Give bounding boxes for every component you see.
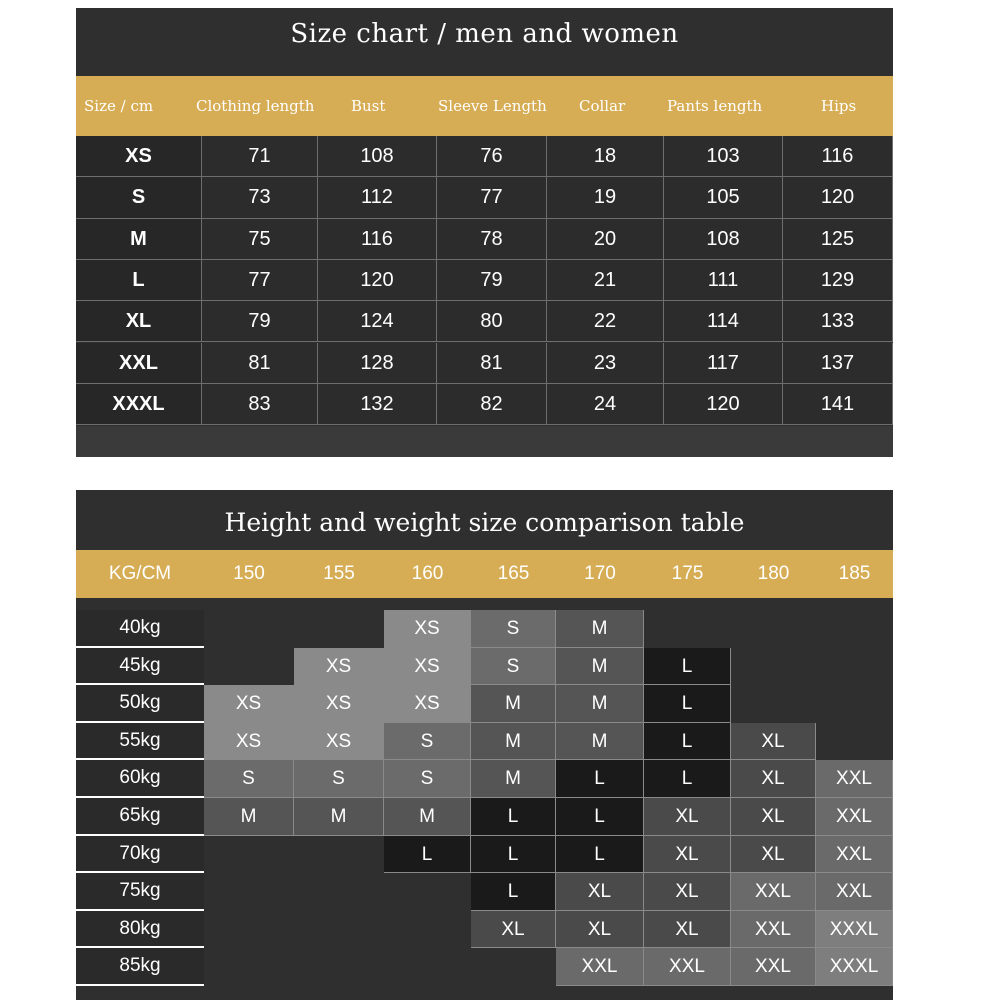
size-cell: M	[384, 798, 471, 836]
weight-label-45kg: 45kg	[76, 648, 204, 686]
size-label-cell: L	[76, 260, 202, 301]
size-cell: XS	[204, 723, 294, 761]
size-chart-header-2: Bust	[351, 97, 386, 115]
size-cell: M	[556, 723, 644, 761]
size-value-cell: 108	[664, 219, 783, 260]
size-value-cell: 128	[318, 343, 437, 384]
size-value-cell: 73	[202, 177, 318, 218]
size-chart-header-3: Sleeve Length	[438, 97, 547, 115]
weight-label-50kg: 50kg	[76, 685, 204, 723]
size-value-cell: 75	[202, 219, 318, 260]
size-value-cell: 111	[664, 260, 783, 301]
size-value-cell: 120	[318, 260, 437, 301]
height-header-155: 155	[323, 563, 355, 584]
comparison-title: Height and weight size comparison table	[224, 508, 745, 537]
size-value-cell: 124	[318, 301, 437, 342]
size-value-cell: 137	[783, 343, 893, 384]
size-value-cell: 19	[547, 177, 664, 218]
size-cell: L	[644, 723, 731, 761]
size-cell: XS	[384, 648, 471, 686]
size-cell: M	[294, 798, 384, 836]
size-label-cell: M	[76, 219, 202, 260]
size-chart-table	[76, 136, 893, 426]
size-cell: XXXL	[816, 948, 893, 986]
size-value-cell: 20	[547, 219, 664, 260]
size-cell: XS	[294, 685, 384, 723]
size-cell: XL	[731, 723, 816, 761]
size-value-cell: 78	[437, 219, 547, 260]
size-chart-panel	[76, 8, 893, 457]
size-cell: XL	[556, 911, 644, 949]
weight-label-60kg: 60kg	[76, 760, 204, 798]
size-chart-header-row	[76, 76, 893, 136]
size-value-cell: 114	[664, 301, 783, 342]
size-cell: XS	[384, 685, 471, 723]
size-cell: S	[471, 610, 556, 648]
size-cell: XS	[204, 685, 294, 723]
size-cell: L	[471, 798, 556, 836]
size-cell: XL	[644, 873, 731, 911]
weight-label-80kg: 80kg	[76, 911, 204, 949]
height-header-165: 165	[497, 563, 530, 584]
size-value-cell: 21	[547, 260, 664, 301]
weight-label-70kg: 70kg	[76, 836, 204, 874]
height-header-180: 180	[757, 563, 790, 584]
size-cell: M	[556, 610, 644, 648]
weight-label-75kg: 75kg	[76, 873, 204, 911]
size-cell: L	[556, 798, 644, 836]
size-value-cell: 116	[318, 219, 437, 260]
size-cell: M	[204, 798, 294, 836]
size-cell: XL	[731, 836, 816, 874]
size-cell: XS	[384, 610, 471, 648]
height-header-170: 170	[584, 563, 616, 584]
weight-label-55kg: 55kg	[76, 723, 204, 761]
comparison-panel	[76, 490, 893, 1000]
size-value-cell: 112	[318, 177, 437, 218]
size-value-cell: 105	[664, 177, 783, 218]
size-value-cell: 82	[437, 384, 547, 425]
size-cell: XXL	[556, 948, 644, 986]
size-cell: XS	[294, 723, 384, 761]
size-cell: XXL	[816, 798, 893, 836]
size-cell: XL	[644, 836, 731, 874]
size-cell: S	[384, 760, 471, 798]
size-cell: XL	[731, 760, 816, 798]
weight-label-40kg: 40kg	[76, 610, 204, 648]
weight-label-85kg: 85kg	[76, 948, 204, 986]
size-cell: XL	[644, 798, 731, 836]
height-header-160: 160	[411, 563, 444, 584]
size-cell: L	[384, 836, 471, 874]
size-cell: M	[556, 685, 644, 723]
size-value-cell: 22	[547, 301, 664, 342]
size-value-cell: 81	[202, 343, 318, 384]
size-value-cell: 141	[783, 384, 893, 425]
size-value-cell: 117	[664, 343, 783, 384]
size-value-cell: 71	[202, 136, 318, 177]
weight-label-65kg: 65kg	[76, 798, 204, 836]
size-value-cell: 83	[202, 384, 318, 425]
size-chart-header-5: Pants length	[667, 97, 763, 115]
size-cell: L	[644, 685, 731, 723]
size-label-cell: XL	[76, 301, 202, 342]
size-value-cell: 120	[664, 384, 783, 425]
size-cell: S	[384, 723, 471, 761]
size-cell: L	[556, 760, 644, 798]
size-cell: XXL	[816, 873, 893, 911]
size-chart-header-6: Hips	[821, 97, 857, 115]
size-cell: XXL	[731, 948, 816, 986]
size-value-cell: 81	[437, 343, 547, 384]
size-value-cell: 103	[664, 136, 783, 177]
size-cell: S	[204, 760, 294, 798]
size-label-cell: XS	[76, 136, 202, 177]
height-header-185: 185	[838, 563, 871, 584]
size-cell: XL	[556, 873, 644, 911]
size-value-cell: 23	[547, 343, 664, 384]
size-value-cell: 77	[437, 177, 547, 218]
size-cell: XXL	[731, 873, 816, 911]
size-value-cell: 80	[437, 301, 547, 342]
size-value-cell: 116	[783, 136, 893, 177]
size-value-cell: 79	[437, 260, 547, 301]
size-chart-header-4: Collar	[579, 97, 626, 115]
height-header-175: 175	[671, 563, 704, 584]
size-label-cell: S	[76, 177, 202, 218]
size-cell: XS	[294, 648, 384, 686]
size-chart-title: Size chart / men and women	[290, 19, 679, 49]
size-cell: L	[556, 836, 644, 874]
size-cell: XXL	[816, 836, 893, 874]
size-value-cell: 18	[547, 136, 664, 177]
size-value-cell: 79	[202, 301, 318, 342]
size-chart-header-1: Clothing length	[196, 97, 315, 115]
size-cell: L	[644, 648, 731, 686]
size-value-cell: 129	[783, 260, 893, 301]
size-chart-footer-band	[76, 426, 893, 457]
size-value-cell: 120	[783, 177, 893, 218]
size-value-cell: 132	[318, 384, 437, 425]
size-cell: L	[471, 836, 556, 874]
size-cell: M	[556, 648, 644, 686]
size-cell: XXL	[644, 948, 731, 986]
size-cell: S	[471, 648, 556, 686]
size-cell: M	[471, 760, 556, 798]
size-cell: L	[471, 873, 556, 911]
size-value-cell: 125	[783, 219, 893, 260]
size-value-cell: 77	[202, 260, 318, 301]
size-cell: M	[471, 723, 556, 761]
height-header-150: 150	[233, 563, 265, 584]
size-value-cell: 76	[437, 136, 547, 177]
size-cell: XL	[644, 911, 731, 949]
size-cell: M	[471, 685, 556, 723]
size-label-cell: XXXL	[76, 384, 202, 425]
size-cell: XXL	[816, 760, 893, 798]
comparison-header-row	[76, 550, 893, 598]
comparison-corner-label: KG/CM	[108, 563, 172, 584]
size-value-cell: 108	[318, 136, 437, 177]
size-cell: XL	[471, 911, 556, 949]
size-cell: XL	[731, 798, 816, 836]
size-value-cell: 133	[783, 301, 893, 342]
size-value-cell: 24	[547, 384, 664, 425]
size-cell: S	[294, 760, 384, 798]
size-cell: XXL	[731, 911, 816, 949]
size-cell: XXXL	[816, 911, 893, 949]
size-cell: L	[644, 760, 731, 798]
size-chart-header-0: Size / cm	[84, 97, 154, 115]
size-label-cell: XXL	[76, 343, 202, 384]
